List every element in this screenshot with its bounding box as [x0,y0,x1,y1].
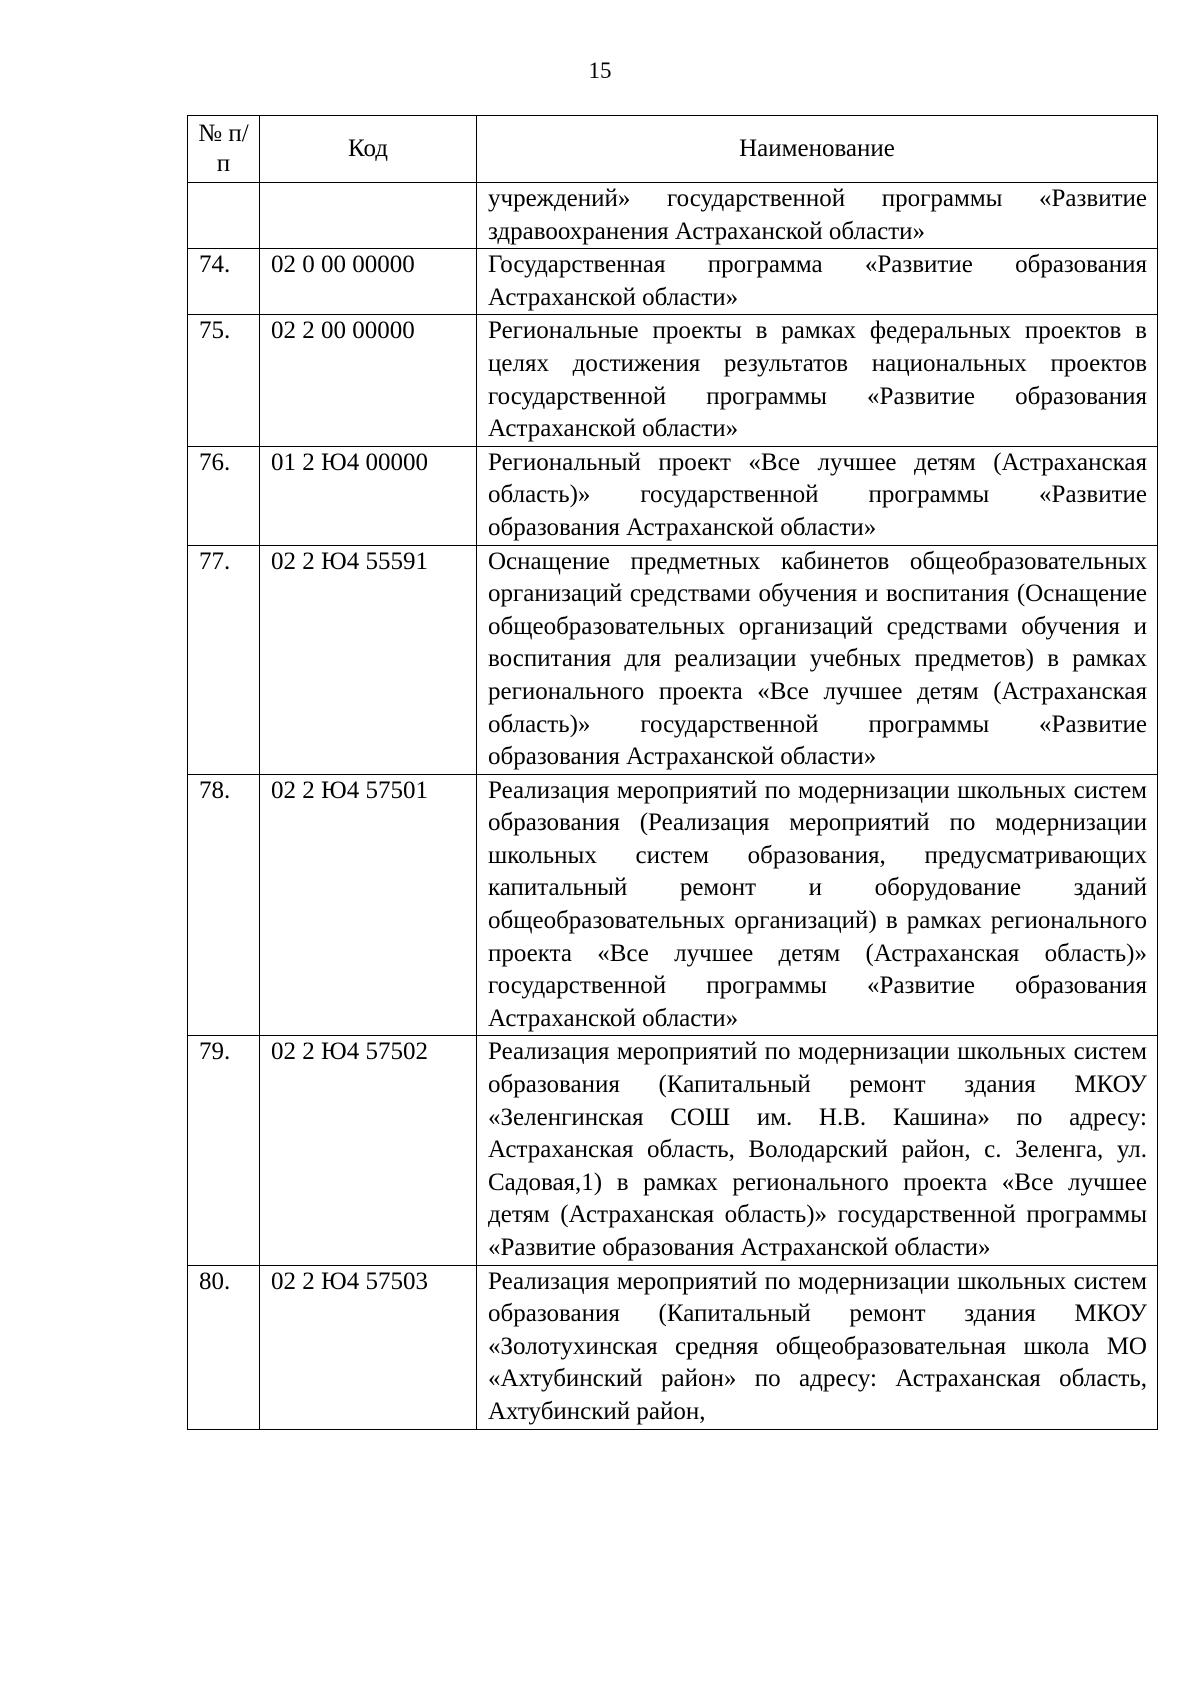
row-code: 01 2 Ю4 00000 [260,446,477,545]
page-number: 15 [588,58,612,83]
row-name: Оснащение предметных кабинетов общеобразовательных организаций средствами обучения и воспитания (Оснащение общеобразовательных организаций средствами обучения и воспитания для реализации учебных предметов) в рамках регионального проекта «Все лучшее детям (Астраханская область)» государственной программы «Развитие образования Астраханской области» [477,545,1158,774]
row-name: Региональный проект «Все лучшее детям (Астраханская область)» государственной программы «Развитие образования Астраханской области» [477,446,1158,545]
table-row [188,183,1158,249]
row-num [188,183,260,249]
row-name: Государственная программа «Развитие образования Астраханской области» [477,249,1158,315]
row-num: 76. [188,446,260,545]
header-code: Код [260,116,477,183]
row-name: Реализация мероприятий по модернизации школьных систем образования (Капитальный ремонт здания МКОУ «Зеленгинская СОШ им. Н.В. Кашина» по адресу: Астраханская область, Володарский район, с. Зеленга, ул. Садовая,1) в рамках регионального проекта «Все лучшее детям (Астраханская область)» государственной программы «Развитие образования Астраханской области» [477,1036,1158,1265]
row-name: Региональные проекты в рамках федеральных проектов в целях достижения результатов национальных проектов государственной программы «Развитие образования Астраханской области» [477,315,1158,446]
row-num: 78. [188,774,260,1036]
row-num: 80. [188,1265,260,1429]
row-code: 02 2 Ю4 57501 [260,774,477,1036]
row-code: 02 2 00 00000 [260,315,477,446]
row-code: 02 2 Ю4 57502 [260,1036,477,1265]
table-header-row [188,116,1158,183]
table-row [188,446,1158,545]
row-num: 77. [188,545,260,774]
table-row [188,774,1158,1036]
row-num: 75. [188,315,260,446]
table-row [188,1265,1158,1429]
row-code: 02 0 00 00000 [260,249,477,315]
header-name: Наименование [477,116,1158,183]
row-name: Реализация мероприятий по модернизации школьных систем образования (Реализация мероприятий по модернизации школьных систем образования, предусматривающих капитальный ремонт и оборудование зданий общеобразовательных организаций) в рамках регионального проекта «Все лучшее детям (Астраханская область)» государственной программы «Развитие образования Астраханской области» [477,774,1158,1036]
header-num: № п/п [188,116,260,183]
table-row [188,249,1158,315]
table-row [188,545,1158,774]
table-row [188,315,1158,446]
row-code [260,183,477,249]
row-code: 02 2 Ю4 57503 [260,1265,477,1429]
budget-code-table [187,115,1158,1430]
row-code: 02 2 Ю4 55591 [260,545,477,774]
row-name: Реализация мероприятий по модернизации школьных систем образования (Капитальный ремонт здания МКОУ «Золотухинская средняя общеобразовательная школа МО «Ахтубинский район» по адресу: Астраханская область, Ахтубинский район, [477,1265,1158,1429]
table-row [188,1036,1158,1265]
row-num: 79. [188,1036,260,1265]
row-num: 74. [188,249,260,315]
row-name: учреждений» государственной программы «Развитие здравоохранения Астраханской области» [477,183,1158,249]
